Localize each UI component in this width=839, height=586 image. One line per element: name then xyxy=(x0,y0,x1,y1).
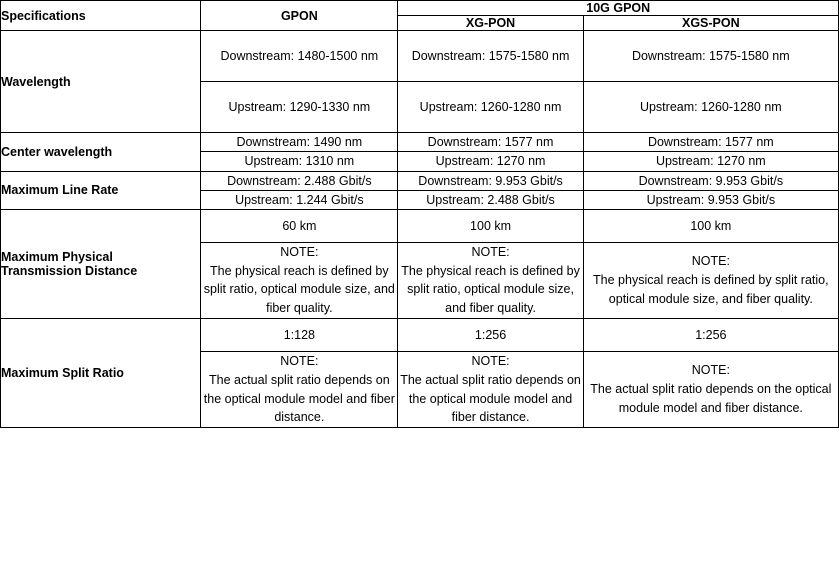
note-label: NOTE: xyxy=(691,363,730,378)
table-row xyxy=(1,171,839,190)
header-xgs-pon: XGS-PON xyxy=(583,16,838,31)
cell-center-gpon-upstream: Upstream: 1310 nm xyxy=(201,152,398,171)
table-row xyxy=(1,209,839,242)
row-label-maximum-split-ratio: Maximum Split Ratio xyxy=(1,318,201,427)
cell-linerate-xgspon-downstream: Downstream: 9.953 Gbit/s xyxy=(583,171,838,190)
row-label-center-wavelength: Center wavelength xyxy=(1,133,201,171)
note-text: The physical reach is defined by split ratio, optical module size, and fiber quality. xyxy=(593,273,829,306)
cell-center-xgpon-downstream: Downstream: 1577 nm xyxy=(398,133,583,152)
header-10g-gpon-group: 10G GPON xyxy=(398,1,839,16)
cell-wavelength-xgpon-downstream: Downstream: 1575-1580 nm xyxy=(398,31,583,82)
cell-wavelength-xgspon-upstream: Upstream: 1260-1280 nm xyxy=(583,82,838,133)
cell-linerate-xgspon-upstream: Upstream: 9.953 Gbit/s xyxy=(583,190,838,209)
cell-distance-note-gpon xyxy=(201,242,398,318)
note-label: NOTE: xyxy=(691,254,730,269)
cell-distance-gpon: 60 km xyxy=(201,209,398,242)
note-label: NOTE: xyxy=(280,354,319,368)
cell-center-xgspon-downstream: Downstream: 1577 nm xyxy=(583,133,838,152)
cell-wavelength-gpon-downstream: Downstream: 1480-1500 nm xyxy=(201,31,398,82)
cell-distance-note-xgspon xyxy=(583,242,838,318)
note-text: The actual split ratio depends on the optical module model and fiber distance. xyxy=(590,382,832,415)
cell-split-xgspon: 1:256 xyxy=(583,318,838,351)
cell-linerate-gpon-upstream: Upstream: 1.244 Gbit/s xyxy=(201,190,398,209)
row-label-wavelength: Wavelength xyxy=(1,31,201,133)
cell-wavelength-xgpon-upstream: Upstream: 1260-1280 nm xyxy=(398,82,583,133)
table-row xyxy=(1,133,839,152)
note-label: NOTE: xyxy=(471,354,510,368)
cell-linerate-xgpon-upstream: Upstream: 2.488 Gbit/s xyxy=(398,190,583,209)
note-text: The physical reach is defined by split ratio, optical module size, and fiber quality. xyxy=(401,263,580,316)
cell-wavelength-gpon-upstream: Upstream: 1290-1330 nm xyxy=(201,82,398,133)
cell-linerate-xgpon-downstream: Downstream: 9.953 Gbit/s xyxy=(398,171,583,190)
note-label: NOTE: xyxy=(280,244,319,259)
cell-split-note-xgspon xyxy=(583,352,838,428)
row-label-line-1: Maximum Physical xyxy=(1,249,113,264)
row-label-line-2: Transmission Distance xyxy=(1,263,138,278)
cell-distance-xgpon: 100 km xyxy=(398,209,583,242)
cell-split-gpon: 1:128 xyxy=(201,318,398,351)
note-text: The physical reach is defined by split ratio, optical module size, and fiber quality. xyxy=(203,263,395,316)
table-header-row xyxy=(1,1,839,16)
row-label-maximum-line-rate: Maximum Line Rate xyxy=(1,171,201,209)
table-row xyxy=(1,31,839,82)
cell-wavelength-xgspon-downstream: Downstream: 1575-1580 nm xyxy=(583,31,838,82)
cell-split-note-xgpon xyxy=(398,352,583,428)
cell-linerate-gpon-downstream: Downstream: 2.488 Gbit/s xyxy=(201,171,398,190)
cell-split-note-gpon xyxy=(201,352,398,428)
table-row xyxy=(1,318,839,351)
header-xg-pon: XG-PON xyxy=(398,16,583,31)
row-label-maximum-physical-transmission-distance xyxy=(1,209,201,318)
cell-center-gpon-downstream: Downstream: 1490 nm xyxy=(201,133,398,152)
note-text: The actual split ratio depends on the optical module model and fiber distance. xyxy=(400,372,581,425)
cell-center-xgpon-upstream: Upstream: 1270 nm xyxy=(398,152,583,171)
cell-distance-note-xgpon xyxy=(398,242,583,318)
header-specifications: Specifications xyxy=(1,1,201,31)
cell-distance-xgspon: 100 km xyxy=(583,209,838,242)
note-text: The actual split ratio depends on the optical module model and fiber distance. xyxy=(203,372,395,425)
cell-center-xgspon-upstream: Upstream: 1270 nm xyxy=(583,152,838,171)
note-label: NOTE: xyxy=(471,244,510,259)
cell-split-xgpon: 1:256 xyxy=(398,318,583,351)
header-gpon: GPON xyxy=(201,1,398,31)
